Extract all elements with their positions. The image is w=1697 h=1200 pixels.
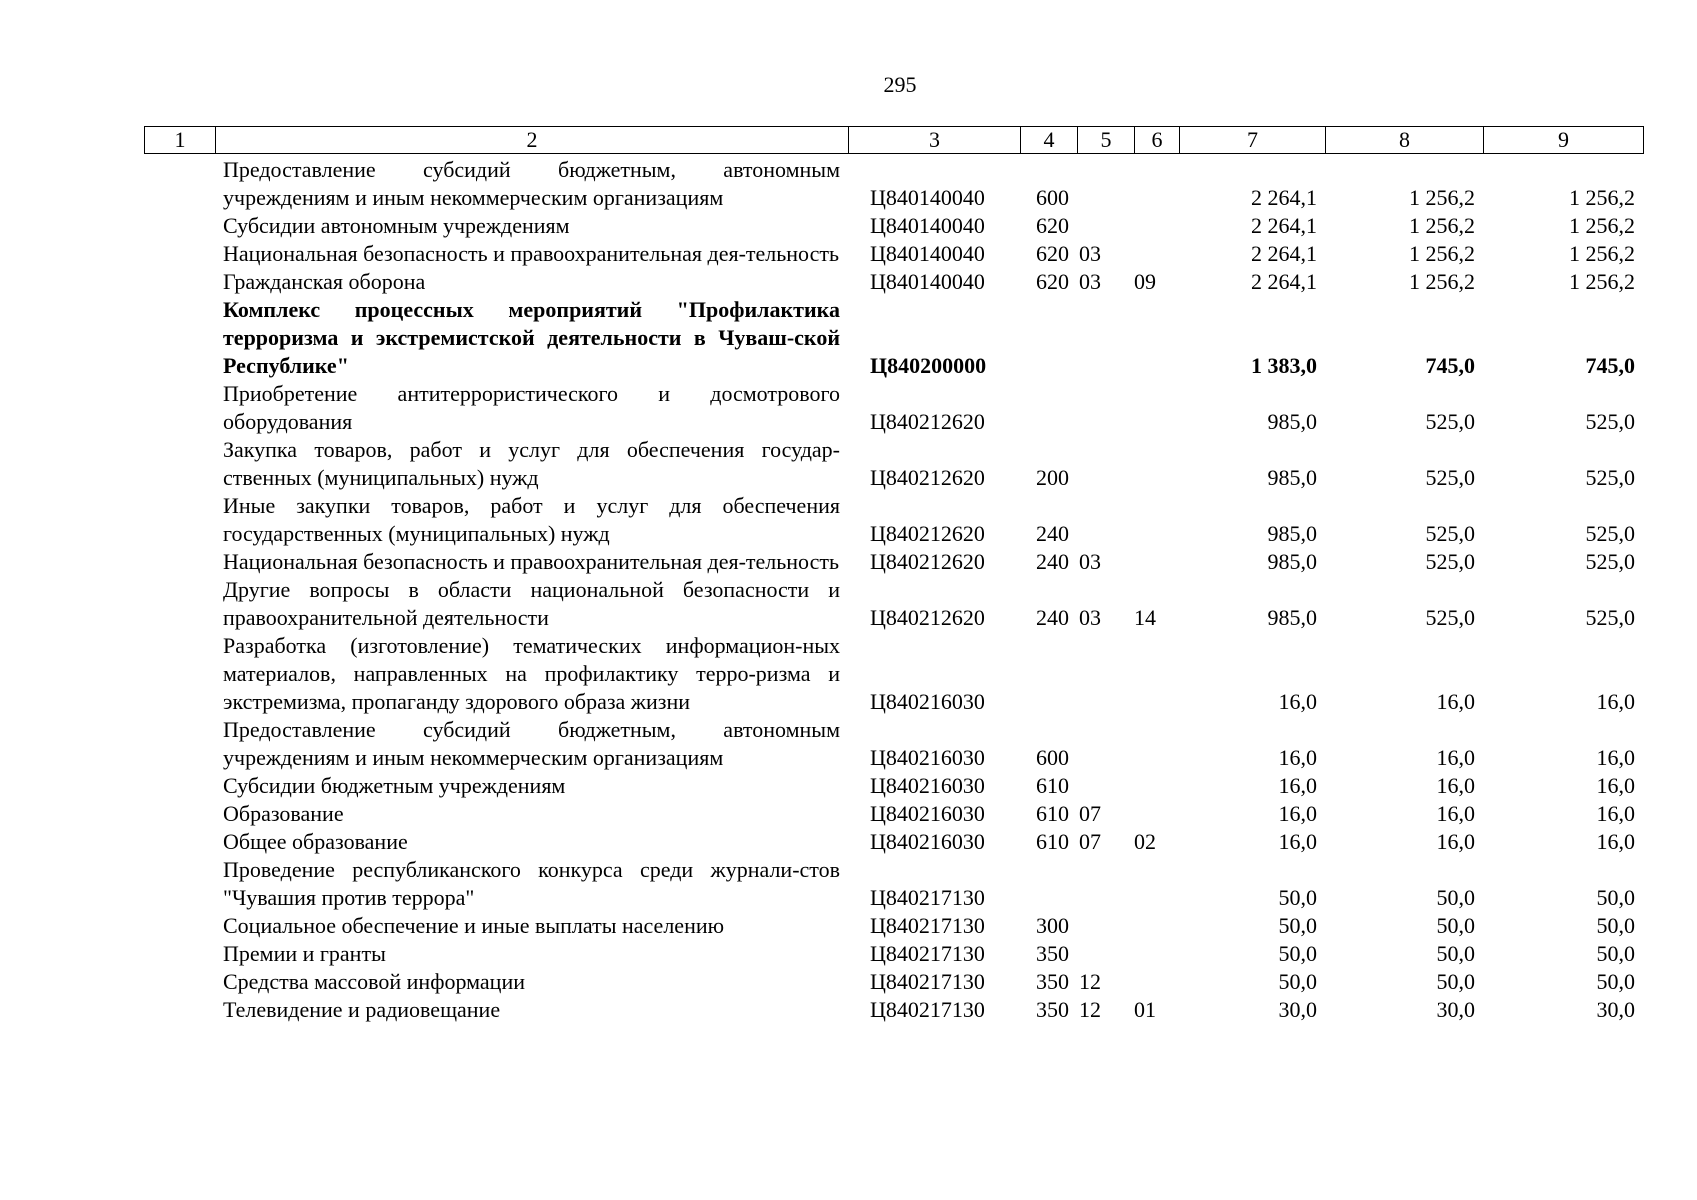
column-number-7: 7 xyxy=(1180,127,1326,154)
row-value-7: 16,0 xyxy=(1278,745,1317,770)
column-number-5: 5 xyxy=(1078,127,1135,154)
row-code: Ц840216030 xyxy=(870,689,985,714)
row-value-8: 16,0 xyxy=(1436,689,1475,714)
row-value-7: 16,0 xyxy=(1278,773,1317,798)
row-value-8: 525,0 xyxy=(1425,521,1475,546)
row-value-8: 525,0 xyxy=(1425,465,1475,490)
row-col-4: 610 xyxy=(1036,829,1069,854)
row-col-6 xyxy=(1134,240,1179,268)
table-row xyxy=(144,492,1643,548)
row-value-8: 50,0 xyxy=(1436,913,1475,938)
row-col-4 xyxy=(1020,380,1077,436)
spacer-cell xyxy=(144,156,215,212)
spacer-cell xyxy=(144,772,215,800)
row-value-8: 525,0 xyxy=(1425,409,1475,434)
row-value-8: 1 256,2 xyxy=(1409,241,1475,266)
row-col-5 xyxy=(1077,772,1134,800)
row-col-5: 03 xyxy=(1079,241,1101,266)
row-code: Ц840140040 xyxy=(870,269,985,294)
spacer-cell xyxy=(144,240,215,268)
spacer-cell xyxy=(144,268,215,296)
row-value-7: 16,0 xyxy=(1278,689,1317,714)
table-row xyxy=(144,576,1643,632)
row-code: Ц840216030 xyxy=(870,801,985,826)
row-value-9: 525,0 xyxy=(1585,409,1635,434)
spacer-cell xyxy=(144,212,215,240)
row-col-6: 14 xyxy=(1134,605,1156,630)
row-value-7: 16,0 xyxy=(1278,829,1317,854)
row-value-8: 1 256,2 xyxy=(1409,185,1475,210)
table-row xyxy=(144,268,1643,296)
spacer-cell xyxy=(144,632,215,716)
row-value-8: 16,0 xyxy=(1436,801,1475,826)
row-col-6: 09 xyxy=(1134,269,1156,294)
table-row xyxy=(144,632,1643,716)
row-col-6 xyxy=(1134,716,1179,772)
row-col-6 xyxy=(1134,800,1179,828)
table-row xyxy=(144,296,1643,380)
row-col-5 xyxy=(1077,940,1134,968)
column-number-6: 6 xyxy=(1135,127,1180,154)
row-col-5 xyxy=(1077,156,1134,212)
table-row xyxy=(144,772,1643,800)
row-value-7: 985,0 xyxy=(1267,605,1317,630)
row-code: Ц840217130 xyxy=(870,941,985,966)
row-col-5 xyxy=(1077,212,1134,240)
table-row xyxy=(144,940,1643,968)
budget-table-body xyxy=(144,156,1643,1024)
row-col-4: 240 xyxy=(1036,549,1069,574)
row-col-6 xyxy=(1134,156,1179,212)
row-value-9: 745,0 xyxy=(1585,353,1635,378)
row-name: Премии и гранты xyxy=(223,941,386,966)
spacer-cell xyxy=(144,548,215,576)
row-value-8: 30,0 xyxy=(1436,997,1475,1022)
row-value-8: 50,0 xyxy=(1436,969,1475,994)
row-value-9: 525,0 xyxy=(1585,549,1635,574)
row-col-5 xyxy=(1077,492,1134,548)
row-code: Ц840216030 xyxy=(870,773,985,798)
row-value-7: 50,0 xyxy=(1278,941,1317,966)
table-row xyxy=(144,548,1643,576)
row-col-4: 300 xyxy=(1036,913,1069,938)
row-col-4: 610 xyxy=(1036,773,1069,798)
row-value-9: 525,0 xyxy=(1585,605,1635,630)
row-name: Телевидение и радиовещание xyxy=(223,997,501,1022)
row-value-8: 50,0 xyxy=(1436,885,1475,910)
table-row xyxy=(144,912,1643,940)
row-name: Предоставление субсидий бюджетным, автономным учреждениям и иным некоммерческим организациям xyxy=(223,157,840,210)
column-number-1: 1 xyxy=(145,127,216,154)
row-name: Закупка товаров, работ и услуг для обеспечения государ-ственных (муниципальных) нужд xyxy=(223,437,840,490)
row-value-9: 30,0 xyxy=(1596,997,1635,1022)
row-value-9: 50,0 xyxy=(1596,885,1635,910)
row-col-6 xyxy=(1134,856,1179,912)
row-col-6 xyxy=(1134,940,1179,968)
page-number: 295 xyxy=(883,72,917,97)
row-code: Ц840217130 xyxy=(870,997,985,1022)
row-col-6 xyxy=(1134,772,1179,800)
row-col-4: 620 xyxy=(1036,241,1069,266)
row-code: Ц840200000 xyxy=(870,353,987,378)
table-row xyxy=(144,240,1643,268)
row-col-4: 240 xyxy=(1036,605,1069,630)
row-col-5: 03 xyxy=(1079,269,1101,294)
table-row xyxy=(144,156,1643,212)
row-code: Ц840216030 xyxy=(870,829,985,854)
row-col-6 xyxy=(1134,632,1179,716)
spacer-cell xyxy=(144,996,215,1024)
row-value-8: 745,0 xyxy=(1425,353,1475,378)
column-number-8: 8 xyxy=(1326,127,1484,154)
row-value-9: 16,0 xyxy=(1596,801,1635,826)
row-name: Средства массовой информации xyxy=(223,969,525,994)
table-row xyxy=(144,800,1643,828)
table-row xyxy=(144,716,1643,772)
row-value-7: 30,0 xyxy=(1278,997,1317,1022)
row-name: Национальная безопасность и правоохранительная дея-тельность xyxy=(223,549,840,574)
row-col-5 xyxy=(1077,296,1134,380)
row-code: Ц840217130 xyxy=(870,885,985,910)
row-value-8: 525,0 xyxy=(1425,549,1475,574)
row-value-8: 50,0 xyxy=(1436,941,1475,966)
row-name: Комплекс процессных мероприятий "Профилактика терроризма и экстремистской деятельности в Чуваш-ской Республике" xyxy=(223,297,840,378)
row-value-7: 50,0 xyxy=(1278,913,1317,938)
row-col-6: 01 xyxy=(1134,997,1156,1022)
row-value-9: 50,0 xyxy=(1596,941,1635,966)
row-col-5 xyxy=(1077,716,1134,772)
column-number-9: 9 xyxy=(1484,127,1644,154)
row-col-5 xyxy=(1077,912,1134,940)
row-code: Ц840212620 xyxy=(870,409,985,434)
row-col-4: 240 xyxy=(1036,521,1069,546)
row-value-7: 50,0 xyxy=(1278,885,1317,910)
spacer-cell xyxy=(144,380,215,436)
row-code: Ц840140040 xyxy=(870,241,985,266)
row-value-9: 50,0 xyxy=(1596,913,1635,938)
table-row xyxy=(144,968,1643,996)
row-value-9: 1 256,2 xyxy=(1569,185,1635,210)
row-value-7: 1 383,0 xyxy=(1251,353,1317,378)
row-value-8: 16,0 xyxy=(1436,829,1475,854)
row-code: Ц840217130 xyxy=(870,969,985,994)
row-col-4: 620 xyxy=(1036,269,1069,294)
row-value-9: 1 256,2 xyxy=(1569,213,1635,238)
row-col-5: 03 xyxy=(1079,549,1101,574)
row-value-7: 985,0 xyxy=(1267,465,1317,490)
row-name: Предоставление субсидий бюджетным, автономным учреждениям и иным некоммерческим организациям xyxy=(223,717,840,770)
row-value-7: 2 264,1 xyxy=(1251,213,1317,238)
row-col-4: 620 xyxy=(1036,213,1069,238)
row-col-5: 07 xyxy=(1079,801,1101,826)
row-value-7: 16,0 xyxy=(1278,801,1317,826)
column-number-3: 3 xyxy=(849,127,1021,154)
row-value-8: 525,0 xyxy=(1425,605,1475,630)
row-code: Ц840212620 xyxy=(870,521,985,546)
spacer-cell xyxy=(144,828,215,856)
row-code: Ц840212620 xyxy=(870,549,985,574)
row-value-7: 2 264,1 xyxy=(1251,241,1317,266)
row-col-6 xyxy=(1134,296,1179,380)
row-name: Приобретение антитеррористического и досмотрового оборудования xyxy=(223,381,840,434)
row-code: Ц840140040 xyxy=(870,185,985,210)
row-col-4 xyxy=(1020,856,1077,912)
row-value-9: 16,0 xyxy=(1596,745,1635,770)
row-col-4: 600 xyxy=(1036,185,1069,210)
row-col-5: 03 xyxy=(1079,605,1101,630)
row-name: Образование xyxy=(223,801,344,826)
spacer-cell xyxy=(144,800,215,828)
row-code: Ц840216030 xyxy=(870,745,985,770)
row-value-9: 16,0 xyxy=(1596,773,1635,798)
row-name: Социальное обеспечение и иные выплаты населению xyxy=(223,913,725,938)
row-code: Ц840217130 xyxy=(870,913,985,938)
row-value-9: 16,0 xyxy=(1596,689,1635,714)
row-col-5 xyxy=(1077,380,1134,436)
row-col-4 xyxy=(1020,296,1077,380)
spacer-cell xyxy=(144,856,215,912)
spacer-cell xyxy=(144,968,215,996)
spacer-cell xyxy=(144,576,215,632)
row-value-8: 1 256,2 xyxy=(1409,269,1475,294)
row-value-9: 16,0 xyxy=(1596,829,1635,854)
row-col-6 xyxy=(1134,492,1179,548)
row-name: Другие вопросы в области национальной безопасности и правоохранительной деятельности xyxy=(223,577,840,630)
row-value-7: 2 264,1 xyxy=(1251,185,1317,210)
row-value-9: 525,0 xyxy=(1585,521,1635,546)
column-header-table xyxy=(144,126,1644,154)
row-value-7: 50,0 xyxy=(1278,969,1317,994)
row-col-5 xyxy=(1077,856,1134,912)
row-col-6 xyxy=(1134,212,1179,240)
row-col-6 xyxy=(1134,968,1179,996)
row-name: Разработка (изготовление) тематических информацион-ных материалов, направленных на профилактику терро-ризма и экстремизма, пропаганду здорового образа жизни xyxy=(223,633,840,714)
row-col-6: 02 xyxy=(1134,829,1156,854)
row-value-8: 16,0 xyxy=(1436,773,1475,798)
row-value-8: 1 256,2 xyxy=(1409,213,1475,238)
spacer-cell xyxy=(144,492,215,548)
row-col-6 xyxy=(1134,380,1179,436)
row-name: Общее образование xyxy=(223,829,408,854)
row-code: Ц840212620 xyxy=(870,605,985,630)
table-row xyxy=(144,856,1643,912)
table-row xyxy=(144,828,1643,856)
column-header-row xyxy=(145,127,1644,154)
row-col-5 xyxy=(1077,632,1134,716)
column-number-2: 2 xyxy=(216,127,849,154)
row-col-5: 07 xyxy=(1079,829,1101,854)
row-col-5: 12 xyxy=(1079,997,1101,1022)
row-col-4: 610 xyxy=(1036,801,1069,826)
row-name: Национальная безопасность и правоохранительная дея-тельность xyxy=(223,241,840,266)
row-value-7: 985,0 xyxy=(1267,409,1317,434)
row-value-9: 525,0 xyxy=(1585,465,1635,490)
row-col-5: 12 xyxy=(1079,969,1101,994)
row-name: Субсидии бюджетным учреждениям xyxy=(223,773,566,798)
row-col-5 xyxy=(1077,436,1134,492)
row-col-4: 350 xyxy=(1036,941,1069,966)
column-number-4: 4 xyxy=(1021,127,1078,154)
row-value-9: 50,0 xyxy=(1596,969,1635,994)
row-col-4 xyxy=(1020,632,1077,716)
spacer-cell xyxy=(144,436,215,492)
row-value-7: 985,0 xyxy=(1267,521,1317,546)
budget-table xyxy=(144,156,1643,1024)
spacer-cell xyxy=(144,716,215,772)
row-col-4: 200 xyxy=(1036,465,1069,490)
row-value-9: 1 256,2 xyxy=(1569,269,1635,294)
row-name: Иные закупки товаров, работ и услуг для обеспечения государственных (муниципальных) нужд xyxy=(223,493,840,546)
spacer-cell xyxy=(144,912,215,940)
row-value-7: 2 264,1 xyxy=(1251,269,1317,294)
row-col-4: 350 xyxy=(1036,969,1069,994)
row-value-7: 985,0 xyxy=(1267,549,1317,574)
table-row xyxy=(144,380,1643,436)
table-row xyxy=(144,212,1643,240)
spacer-cell xyxy=(144,940,215,968)
row-col-6 xyxy=(1134,912,1179,940)
row-name: Проведение республиканского конкурса среди журнали-стов "Чувашия против террора" xyxy=(223,857,840,910)
row-name: Субсидии автономным учреждениям xyxy=(223,213,570,238)
row-col-4: 350 xyxy=(1036,997,1069,1022)
row-value-8: 16,0 xyxy=(1436,745,1475,770)
row-code: Ц840140040 xyxy=(870,213,985,238)
spacer-cell xyxy=(144,296,215,380)
row-col-6 xyxy=(1134,436,1179,492)
row-col-4: 600 xyxy=(1036,745,1069,770)
table-row xyxy=(144,436,1643,492)
row-code: Ц840212620 xyxy=(870,465,985,490)
row-name: Гражданская оборона xyxy=(223,269,426,294)
row-value-9: 1 256,2 xyxy=(1569,241,1635,266)
row-col-6 xyxy=(1134,548,1179,576)
table-row xyxy=(144,996,1643,1024)
